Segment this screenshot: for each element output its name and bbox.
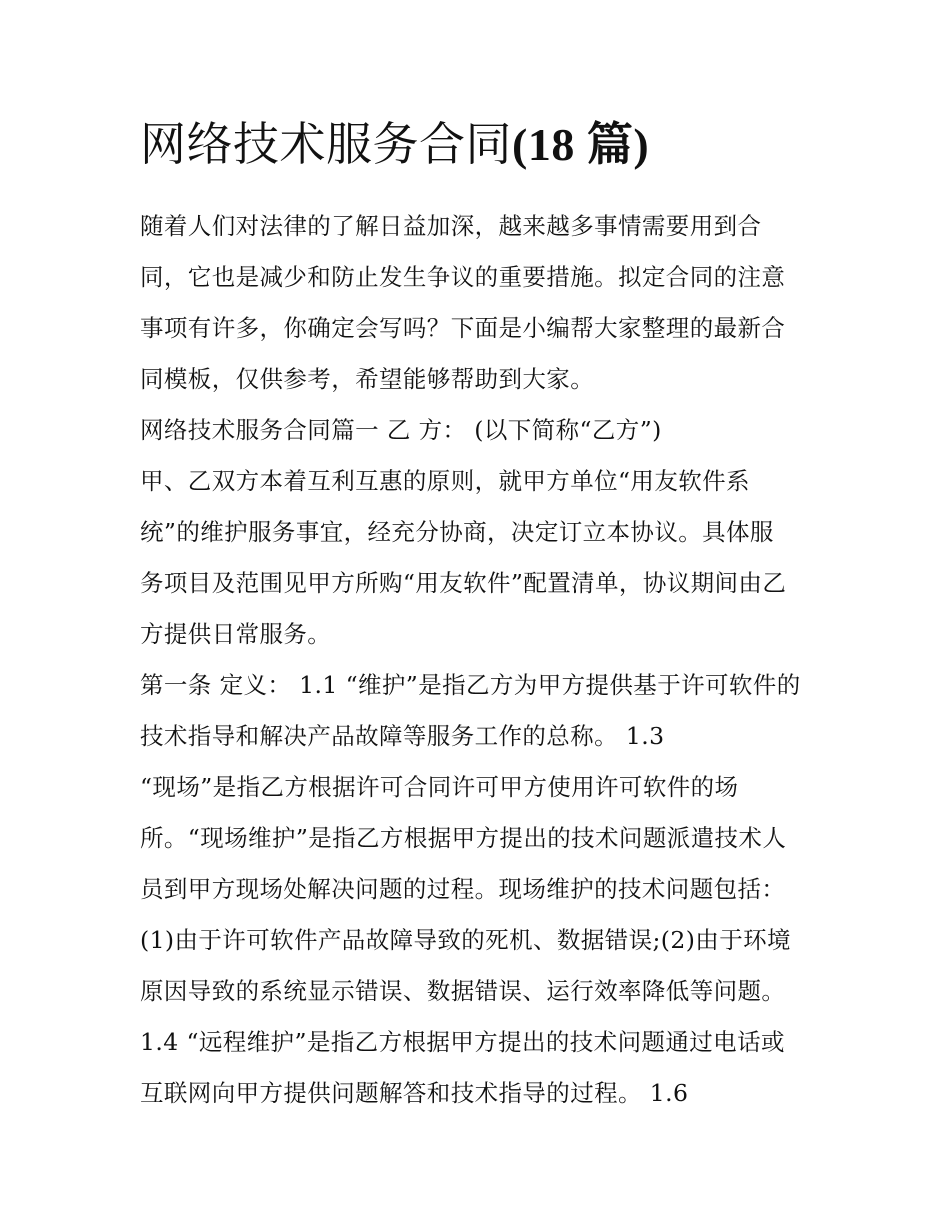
clause-line: (1)由于许可软件产品故障导致的死机、数据错误;(2)由于环境	[140, 926, 791, 954]
clause-line: 第一条 定义： 1.1 “维护”是指乙方为甲方提供基于许可软件的	[140, 671, 801, 699]
clause-line: 原因导致的系统显示错误、数据错误、运行效率降低等问题。	[140, 977, 786, 1005]
body-line: 方提供日常服务。	[140, 620, 332, 648]
document-title	[140, 112, 649, 177]
body-line: 随着人们对法律的了解日益加深，越来越多事情需要用到合	[140, 212, 762, 240]
section-heading-line: 网络技术服务合同篇一 乙 方： (以下简称“乙方”)	[140, 416, 662, 444]
document-body	[140, 201, 830, 1119]
clause-line: 1.4 “远程维护”是指乙方根据甲方提出的技术问题通过电话或	[140, 1028, 785, 1056]
clause-line: 技术指导和解决产品故障等服务工作的总称。 1.3	[140, 722, 665, 750]
body-line: 同，它也是减少和防止发生争议的重要措施。拟定合同的注意	[140, 263, 786, 291]
body-line: 事项有许多，你确定会写吗？下面是小编帮大家整理的最新合	[140, 314, 786, 342]
clause-line: 员到甲方现场处解决问题的过程。现场维护的技术问题包括：	[140, 875, 786, 903]
body-line: 务项目及范围见甲方所购“用友软件”配置清单，协议期间由乙	[140, 569, 787, 597]
body-line: 统”的维护服务事宜，经充分协商，决定订立本协议。具体服	[140, 518, 774, 546]
document-title-main: 网络技术服务合同	[140, 117, 512, 171]
body-line: 同模板，仅供参考，希望能够帮助到大家。	[140, 365, 595, 393]
clause-line: 互联网向甲方提供问题解答和技术指导的过程。 1.6	[140, 1079, 689, 1107]
body-line: 甲、乙双方本着互利互惠的原则，就甲方单位“用友软件系	[140, 467, 750, 495]
document-title-count: (18 篇)	[512, 119, 650, 170]
clause-line: “现场”是指乙方根据许可合同许可甲方使用许可软件的场	[140, 773, 739, 801]
clause-line: 所。“现场维护”是指乙方根据甲方提出的技术问题派遣技术人	[140, 824, 787, 852]
